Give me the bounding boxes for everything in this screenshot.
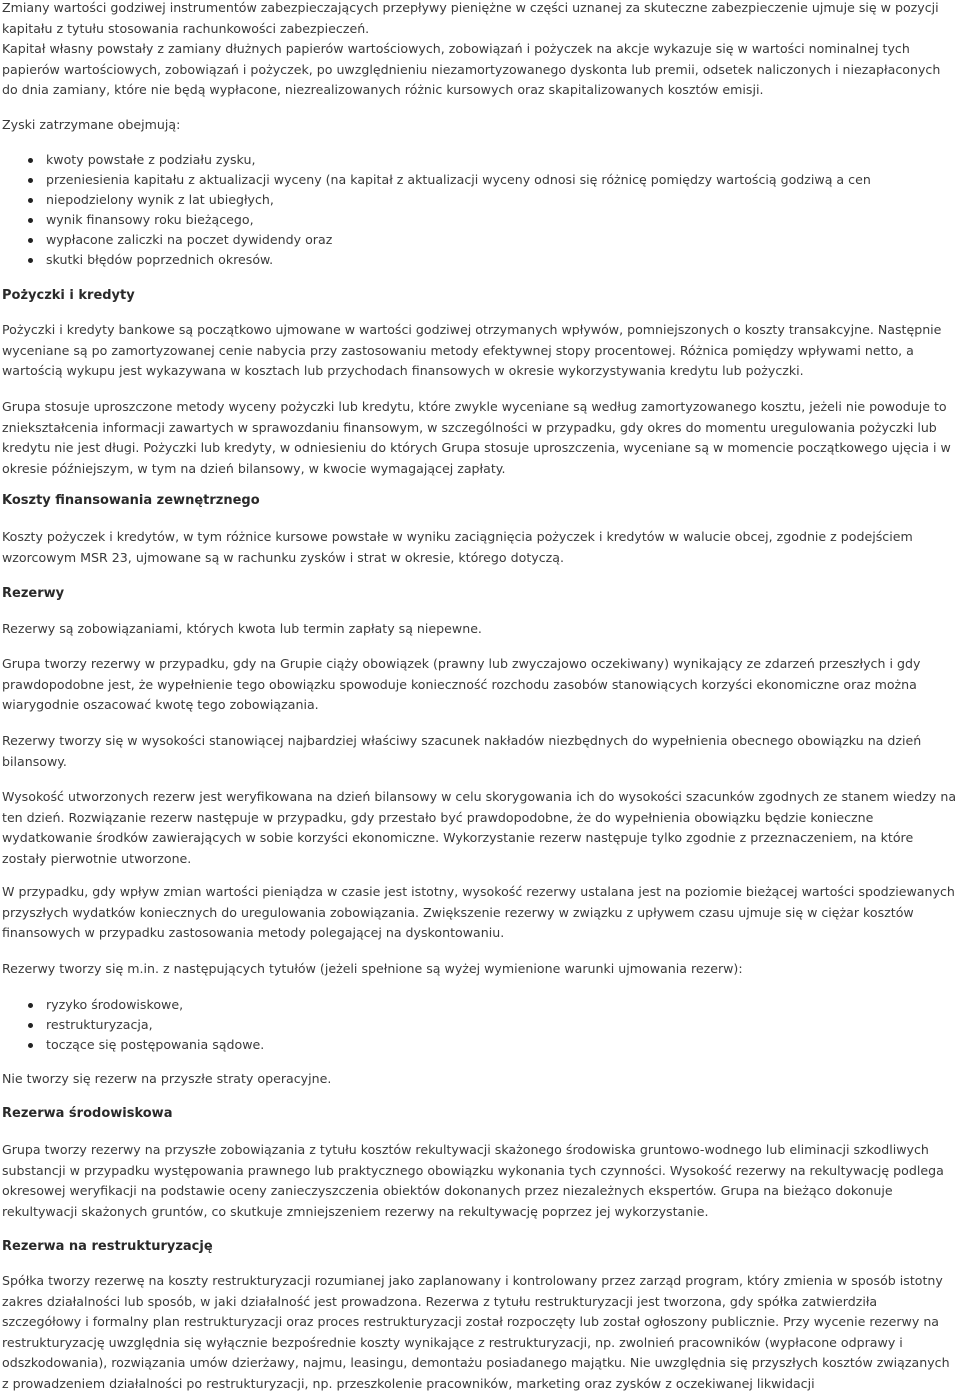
paragraph-retained-earnings-intro: Zyski zatrzymane obejmują: — [2, 117, 181, 132]
heading-provisions: Rezerwy — [2, 586, 65, 601]
list-item: toczące się postępowania sądowe. — [28, 1035, 958, 1055]
provisions-types-list — [28, 995, 958, 1055]
list-item: restrukturyzacja, — [28, 1015, 958, 1035]
paragraph-loans-initial: Pożyczki i kredyty bankowe są początkowo ujmowane w wartości godziwej otrzymanych wpływów, pomniejszonych o koszty transakcyjne. Następnie wyceniane są po zamortyzowanej cenie nabycia przy zastosowaniu metody efektywnej stopy procentowej. Różnica pomiędzy wpływami netto, a wartością wykupu jest wykazywana w kosztach lub przychodach finansowych w okresie wykorzystywania kredytu lub pożyczki. — [2, 322, 942, 378]
paragraph-no-operating-losses: Nie tworzy się rezerw na przyszłe straty operacyjne. — [2, 1071, 332, 1086]
list-item: wynik finansowy roku bieżącego, — [28, 210, 958, 230]
paragraph-provisions-types-intro: Rezerwy tworzy się m.in. z następujących tytułów (jeżeli spełnione są wyżej wymienione warunki ujmowania rezerw): — [2, 961, 743, 976]
paragraph-provisions-definition: Rezerwy są zobowiązaniami, których kwota lub termin zapłaty są niepewne. — [2, 621, 482, 636]
heading-environmental-provision: Rezerwa środowiskowa — [2, 1106, 173, 1121]
paragraph-provisions-recognition: Grupa tworzy rezerwy w przypadku, gdy na Grupie ciąży obowiązek (prawny lub zwyczajowo oczekiwany) wynikający ze zdarzeń przeszłych i gdy prawdopodobne jest, że wypełnienie tego obowiązku spowoduje konieczność rozchodu zasobów stanowiących korzyści ekonomiczne oraz można wiarygodnie oszacować kwotę tego zobowiązania. — [2, 656, 921, 712]
list-item: niepodzielony wynik z lat ubiegłych, — [28, 190, 958, 210]
list-item: wypłacone zaliczki na poczet dywidendy oraz — [28, 230, 958, 250]
list-item: kwoty powstałe z podziału zysku, — [28, 150, 958, 170]
heading-loans: Pożyczki i kredyty — [2, 288, 135, 303]
heading-restructuring-provision: Rezerwa na restrukturyzację — [2, 1239, 213, 1254]
list-item: przeniesienia kapitału z aktualizacji wyceny (na kapitał z aktualizacji wyceny odnosi się różnicę pomiędzy wartością godziwą a cen — [28, 170, 958, 190]
list-item: ryzyko środowiskowe, — [28, 995, 958, 1015]
paragraph-provisions-discounting: W przypadku, gdy wpływ zmian wartości pieniądza w czasie jest istotny, wysokość rezerwy ustalana jest na poziomie bieżącej wartości spodziewanych przyszłych wydatków koniecznych do uregulowania zobowiązania. Zwiększenie rezerwy w związku z upływem czasu ujmuje się w ciężar kosztów finansowych w przypadku zastosowania metody polegającej na dyskontowaniu. — [2, 884, 955, 940]
list-item: skutki błędów poprzednich okresów. — [28, 250, 958, 270]
paragraph-loans-simplified: Grupa stosuje uproszczone metody wyceny pożyczki lub kredytu, które zwykle wyceniane są według zamortyzowanego kosztu, jeżeli nie powoduje to zniekształcenia informacji zawartych w sprawozdaniu finansowym, w szczególności w przypadku, gdy okres do momentu uregulowania pożyczki lub kredytu nie jest długi. Pożyczki lub kredyty, w odniesieniu do których Grupa stosuje uproszczenia, wyceniane są w momencie początkowego ujęcia i w okresie późniejszym, w tym na dzień bilansowy, w kwocie wymagającej zapłaty. — [2, 399, 951, 476]
paragraph-environmental-provision: Grupa tworzy rezerwy na przyszłe zobowiązania z tytułu kosztów rekultywacji skażonego środowiska gruntowo-wodnego lub eliminacji szkodliwych substancji w przypadku występowania prawnego lub praktycznego obowiązku wykonania tych czynności. Wysokość rezerwy na rekultywację podlega okresowej weryfikacji na podstawie oceny zanieczyszczenia obiektów dokonanych przez niezależnych ekspertów. Grupa na bieżąco dokonuje rekultywacji skażonych gruntów, co skutkuje zmniejszeniem rezerwy na rekultywację poprzez jej wykorzystanie. — [2, 1142, 944, 1219]
paragraph-provisions-verification: Wysokość utworzonych rezerw jest weryfikowana na dzień bilansowy w celu skorygowania ich do wysokości szacunków zgodnych ze stanem wiedzy na ten dzień. Rozwiązanie rezerw następuje w przypadku, gdy przestało być prawdopodobne, że do wypełnienia obowiązku będzie konieczne wydatkowanie środków zawierających w sobie korzyści ekonomiczne. Wykorzystanie rezerw następuje tylko zgodnie z przeznaczeniem, na które zostały pierwotnie utworzone. — [2, 789, 957, 866]
paragraph-hedge-equity: Zmiany wartości godziwej instrumentów zabezpieczających przepływy pieniężne w części uznanej za skuteczne zabezpieczenie ujmuje się w pozycji kapitału z tytułu stosowania rachunkowości zabezpieczeń. — [2, 0, 939, 36]
paragraph-restructuring-provision: Spółka tworzy rezerwę na koszty restrukturyzacji rozumianej jako zaplanowany i kontrolowany przez zarząd program, który zmienia w sposób istotny zakres działalności lub sposób, w jaki działalność jest prowadzona. Rezerwa z tytułu restrukturyzacji jest tworzona, gdy spółka zatwierdziła szczegółowy i formalny plan restrukturyzacji oraz proces restrukturyzacji został rozpoczęty lub został ogłoszony publicznie. Przy wycenie rezerwy na restrukturyzację uwzględnia się wyłącznie bezpośrednie koszty wynikające z restrukturyzacji, np. zwolnień pracowników (wypłacone odprawy i odszkodowania), rozwiązania umów dzierżawy, najmu, leasingu, demontażu posiadanego majątku. Nie uwzględnia się przyszłych kosztów związanych z prowadzeniem działalności po restrukturyzacji, np. przeszkolenie pracowników, marketing oraz zysków z oczekiwanej likwidacji — [2, 1273, 950, 1391]
paragraph-borrowing-costs: Koszty pożyczek i kredytów, w tym różnice kursowe powstałe w wyniku zaciągnięcia pożyczek i kredytów w walucie obcej, zgodnie z podejściem wzorcowym MSR 23, ujmowane są w rachunku zysków i strat w okresie, którego dotyczą. — [2, 529, 913, 565]
paragraph-provisions-amount: Rezerwy tworzy się w wysokości stanowiącej najbardziej właściwy szacunek nakładów niezbędnych do wypełnienia obecnego obowiązku na dzień bilansowy. — [2, 733, 922, 769]
retained-earnings-list — [28, 150, 958, 270]
heading-borrowing-costs: Koszty finansowania zewnętrznego — [2, 493, 260, 508]
paragraph-equity-conversion: Kapitał własny powstały z zamiany dłużnych papierów wartościowych, zobowiązań i pożyczek na akcje wykazuje się w wartości nominalnej tych papierów wartościowych, zobowiązań i pożyczek, po uwzględnieniu niezamortyzowanego dyskonta lub premii, odsetek naliczonych i niezapłaconych do dnia zamiany, które nie będą wypłacone, niezrealizowanych różnic kursowych oraz skapitalizowanych kosztów emisji. — [2, 41, 941, 97]
